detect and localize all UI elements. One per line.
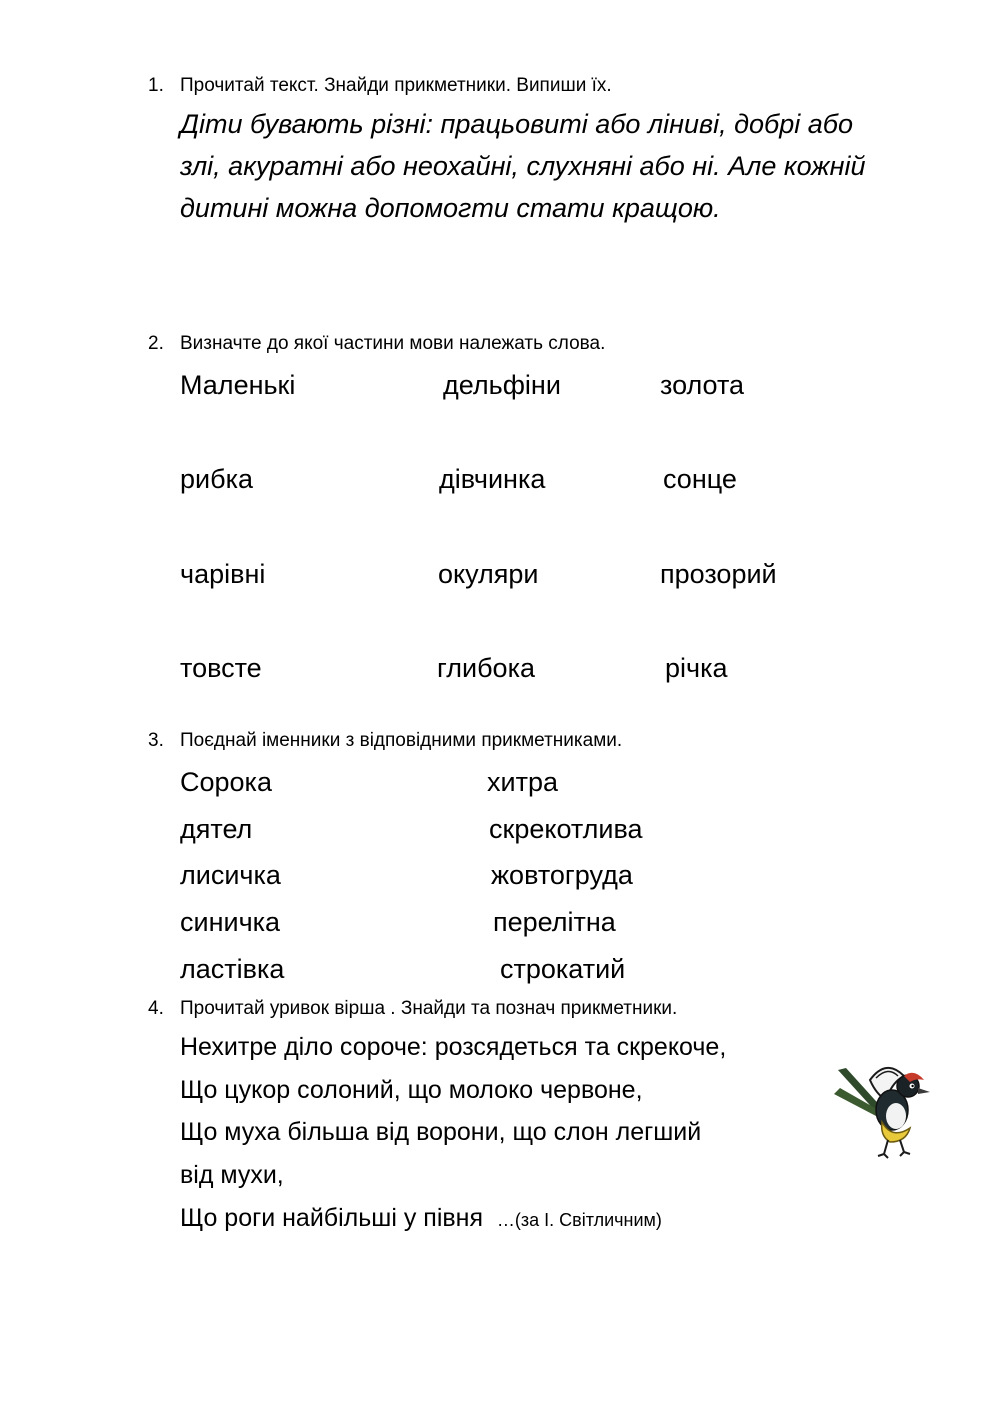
adjective-item: перелітна	[493, 907, 616, 937]
task-2-heading	[148, 332, 605, 356]
task-1-text	[180, 103, 940, 229]
task-3-instruction: Поєднай іменники з відповідними прикметниками.	[180, 730, 623, 751]
poem-line: Що цукор солоний, що молоко червоне,	[180, 1076, 643, 1104]
poem-line: Нехитре діло сороче: розсядеться та скрекоче,	[180, 1033, 727, 1061]
noun-item: дятел	[180, 814, 253, 844]
task-4-heading	[148, 997, 677, 1021]
word-cell: чарівні	[180, 559, 266, 589]
word-cell: золота	[660, 370, 745, 400]
magpie-leg	[878, 1140, 888, 1158]
word-cell: Маленькі	[180, 370, 296, 400]
adjective-item: скрекотлива	[489, 814, 643, 844]
magpie-beak	[918, 1088, 930, 1094]
word-cell: окуляри	[438, 559, 539, 589]
magpie-leg	[900, 1140, 910, 1156]
word-cell: дельфіни	[443, 370, 561, 400]
word-cell: прозорий	[660, 559, 777, 589]
task-3-number: 3.	[148, 730, 164, 751]
task-1-instruction: Прочитай текст. Знайди прикметники. Випиши їх.	[180, 75, 612, 96]
task-1-text-line: злі, акуратні або неохайні, слухняні або ні. Але кожній	[180, 151, 866, 181]
adjective-item: жовтогруда	[491, 860, 633, 890]
noun-item: ластівка	[180, 954, 285, 984]
word-cell: сонце	[663, 464, 737, 494]
task-2-number: 2.	[148, 333, 164, 354]
magpie-belly	[886, 1103, 906, 1129]
task-4-instruction: Прочитай уривок вірша . Знайди та познач прикметники.	[180, 998, 678, 1019]
task-2-instruction: Визначте до якої частини мови належать слова.	[180, 333, 606, 354]
poem-line-last	[180, 1203, 662, 1235]
noun-item: Сорока	[180, 767, 272, 797]
task-1-text-line: Діти бувають різні: працьовиті або ліниві, добрі або	[180, 109, 853, 139]
poem-line: Що муха більша від ворони, що слон легший	[180, 1118, 702, 1146]
task-4-number: 4.	[148, 998, 164, 1019]
poem-line-text: Що роги найбільші у півня	[180, 1204, 484, 1232]
adjective-item: хитра	[487, 767, 558, 797]
noun-item: лисичка	[180, 860, 281, 890]
magpie-illustration	[826, 1050, 936, 1160]
adjective-item: строкатий	[500, 954, 626, 984]
noun-item: синичка	[180, 907, 281, 937]
word-cell: товсте	[180, 653, 262, 683]
task-1-number: 1.	[148, 75, 164, 96]
poem-line: від мухи,	[180, 1161, 284, 1189]
word-cell: глибока	[437, 653, 535, 683]
word-cell: рибка	[180, 464, 253, 494]
word-cell: дівчинка	[439, 464, 546, 494]
task-1-text-line: дитині можна допомогти стати кращою.	[180, 193, 721, 223]
poem-attribution: …(за І. Світличним)	[496, 1210, 662, 1230]
task-3-heading	[148, 729, 622, 753]
task-1-heading	[148, 74, 612, 98]
word-cell: річка	[665, 653, 728, 683]
